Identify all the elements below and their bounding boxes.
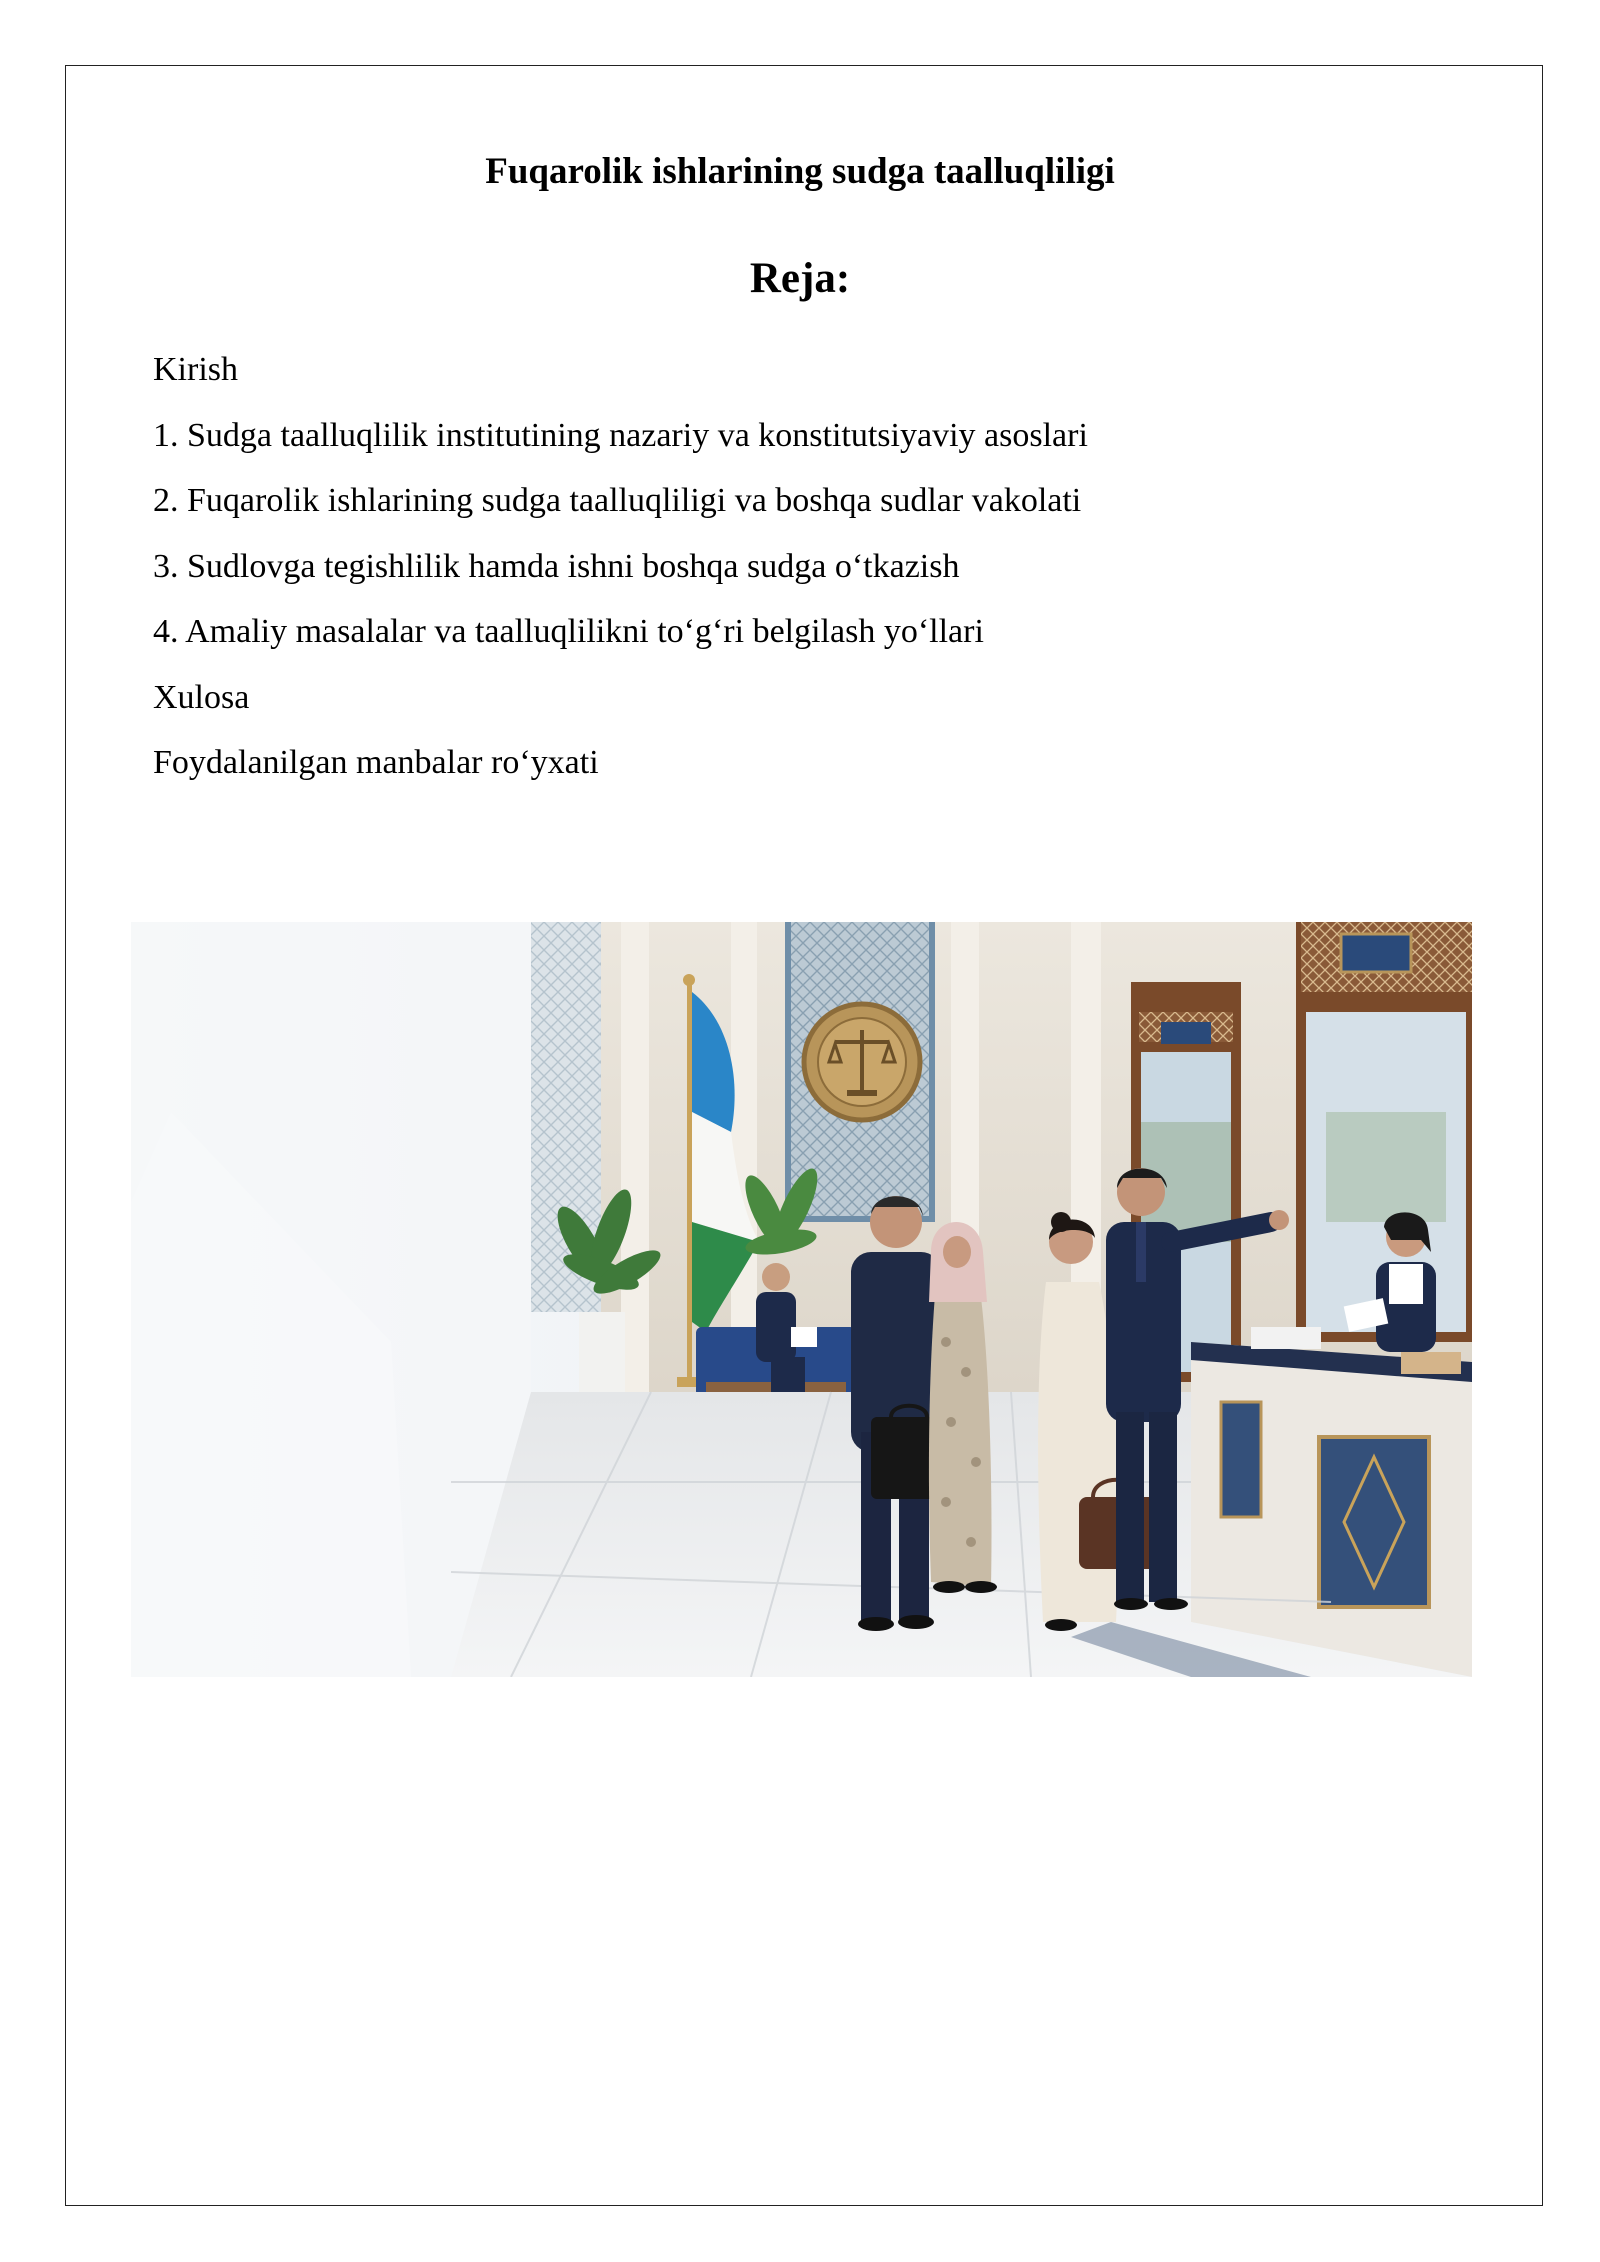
plan-item-1: 1. Sudga taalluqlilik institutining nazariy va konstitutsiyaviy asoslari	[153, 416, 1088, 454]
plan-heading: Reja:	[749, 255, 851, 302]
courthouse-lobby-illustration	[131, 922, 1472, 1677]
plan-item-3: 3. Sudlovga tegishlilik hamda ishni boshqa sudga o‘tkazish	[153, 547, 960, 585]
document-title: Fuqarolik ishlarining sudga taalluqliligi	[485, 151, 1115, 192]
courthouse-lobby-photo	[131, 922, 1472, 1677]
plan-list	[153, 340, 1088, 799]
plan-item-references: Foydalanilgan manbalar ro‘yxati	[153, 744, 599, 781]
plan-item-2: 2. Fuqarolik ishlarining sudga taalluqliligi va boshqa sudlar vakolati	[153, 482, 1082, 519]
plan-item-intro: Kirish	[153, 351, 238, 388]
plan-item-conclusion: Xulosa	[153, 678, 250, 716]
plan-item-4: 4. Amaliy masalalar va taalluqlilikni to‘g‘ri belgilash yo‘llari	[153, 613, 984, 650]
